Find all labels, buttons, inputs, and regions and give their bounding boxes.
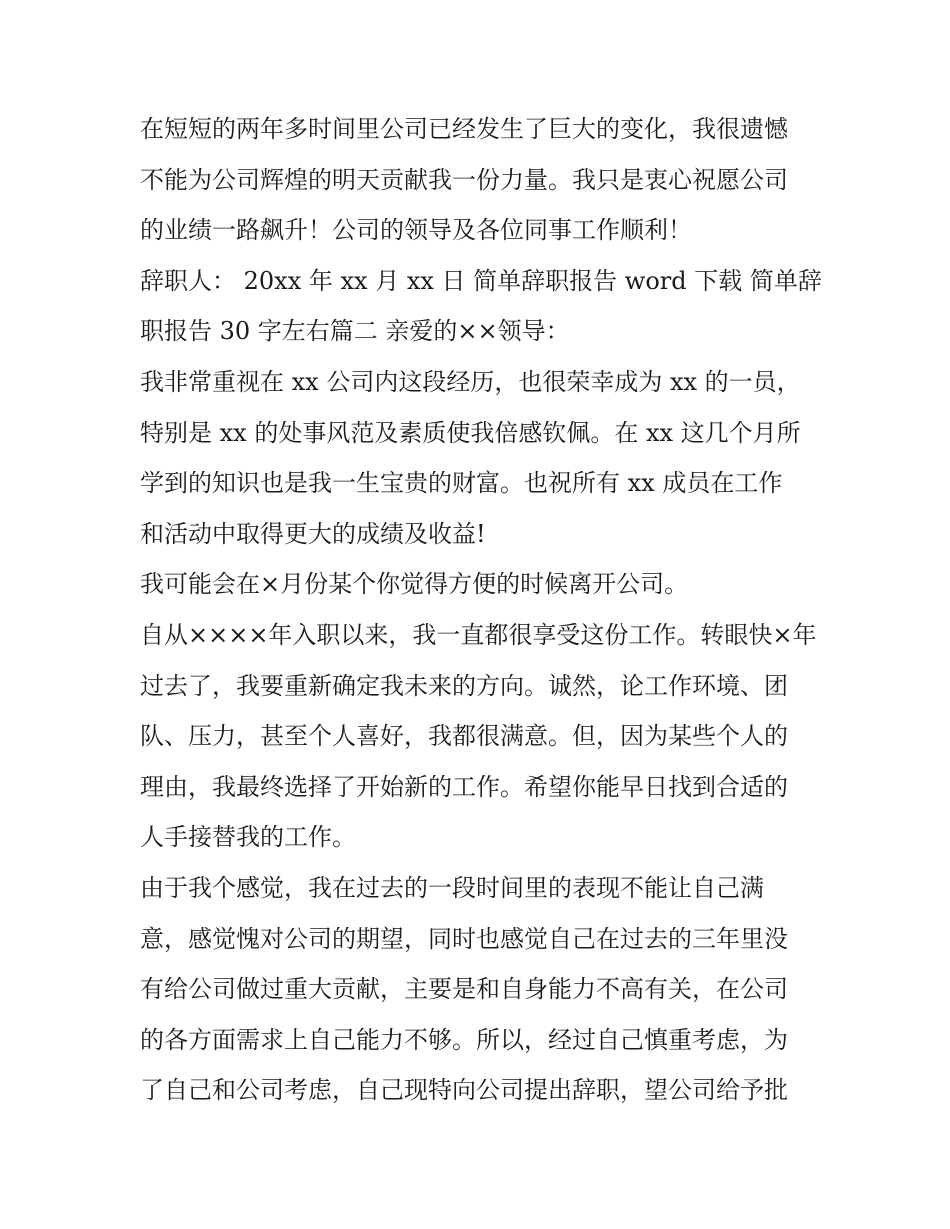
text-line: 有给公司做过重大贡献，主要是和自身能力不高有关，在公司	[140, 975, 788, 1004]
text-line: 特别是 xx 的处事风范及素质使我倍感钦佩。在 xx 这几个月所	[140, 418, 801, 447]
document-body	[140, 104, 830, 1116]
text-line: 的业绩一路飙升！公司的领导及各位同事工作顺利！	[140, 216, 692, 245]
text-line: 由于我个感觉，我在过去的一段时间里的表现不能让自己满	[140, 873, 764, 902]
text-line: 自从××××年入职以来，我一直都很享受这份工作。转眼快×年	[140, 620, 817, 649]
text-line: 我非常重视在 xx 公司内这段经历，也很荣幸成为 xx 的一员，	[140, 367, 801, 396]
text-line: 在短短的两年多时间里公司已经发生了巨大的变化，我很遗憾	[140, 115, 788, 143]
text-line: 了自己和公司考虑，自己现特向公司提出辞职，望公司给予批	[140, 1076, 788, 1105]
text-line: 理由，我最终选择了开始新的工作。希望你能早日找到合适的	[140, 772, 788, 801]
text-line: 学到的知识也是我一生宝贵的财富。也祝所有 xx 成员在工作	[140, 469, 783, 498]
text-line: 意，感觉愧对公司的期望，同时也感觉自己在过去的三年里没	[140, 924, 788, 953]
text-line: 的各方面需求上自己能力不够。所以，经过自己慎重考虑，为	[140, 1025, 788, 1054]
text-line: 和活动中取得更大的成绩及收益!	[140, 519, 486, 548]
text-line: 人手接替我的工作。	[140, 823, 356, 852]
text-line: 我可能会在×月份某个你觉得方便的时候离开公司。	[140, 570, 689, 599]
text-line: 队、压力，甚至个人喜好，我都很满意。但，因为某些个人的	[140, 722, 788, 751]
text-line: 辞职人： 20xx 年 xx 月 xx 日 简单辞职报告 word 下载 简单辞	[140, 266, 822, 295]
text-line: 职报告 30 字左右篇二 亲爱的××领导：	[140, 317, 570, 346]
text-line: 不能为公司辉煌的明天贡献我一份力量。我只是衷心祝愿公司	[140, 165, 788, 194]
text-line: 过去了，我要重新确定我未来的方向。诚然，论工作环境、团	[140, 671, 788, 700]
